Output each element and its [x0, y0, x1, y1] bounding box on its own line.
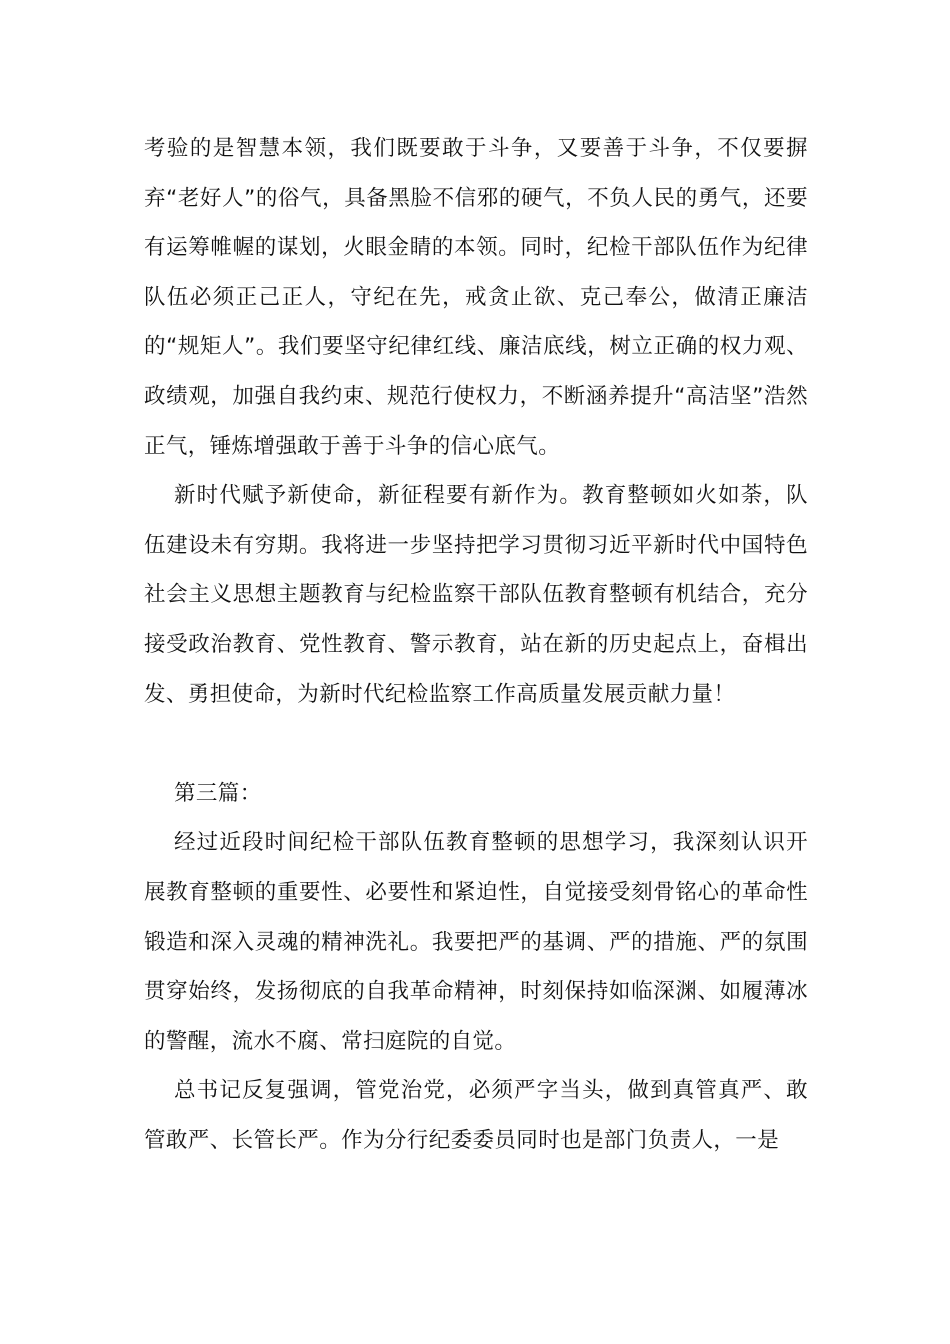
paragraph-continued: 考验的是智慧本领，我们既要敢于斗争，又要善于斗争，不仅要摒弃“老好人”的俗气，具备黑脸不信邪的硬气，不负人民的勇气，还要有运筹帷幄的谋划，火眼金睛的本领。同时，纪检干部队伍作为纪律队伍必须正己正人，守纪在先，戒贪止欲、克己奉公，做清正廉洁的“规矩人”。我们要坚守纪律红线、廉洁底线，树立正确的权力观、政绩观，加强自我约束、规范行使权力，不断涵养提升“高洁坚”浩然正气，锤炼增强敢于善于斗争的信心底气。	[144, 136, 808, 459]
section-heading: 第三篇：	[174, 780, 262, 806]
document-body	[144, 124, 808, 1165]
paragraph: 经过近段时间纪检干部队伍教育整顿的思想学习，我深刻认识开展教育整顿的重要性、必要性和紧迫性，自觉接受刻骨铭心的革命性锻造和深入灵魂的精神洗礼。我要把严的基调、严的措施、严的氛围贯穿始终，发扬彻底的自我革命精神，时刻保持如临深渊、如履薄冰的警醒，流水不腐、常扫庭院的自觉。	[144, 830, 808, 1054]
paragraph: 新时代赋予新使命，新征程要有新作为。教育整顿如火如荼，队伍建设未有穷期。我将进一步坚持把学习贯彻习近平新时代中国特色社会主义思想主题教育与纪检监察干部队伍教育整顿有机结合，充分接受政治教育、党性教育、警示教育，站在新的历史起点上，奋楫出发、勇担使命，为新时代纪检监察工作高质量发展贡献力量！	[144, 483, 808, 707]
paragraph: 总书记反复强调，管党治党，必须严字当头，做到真管真严、敢管敢严、长管长严。作为分行纪委委员同时也是部门负责人，一是	[144, 1078, 808, 1153]
